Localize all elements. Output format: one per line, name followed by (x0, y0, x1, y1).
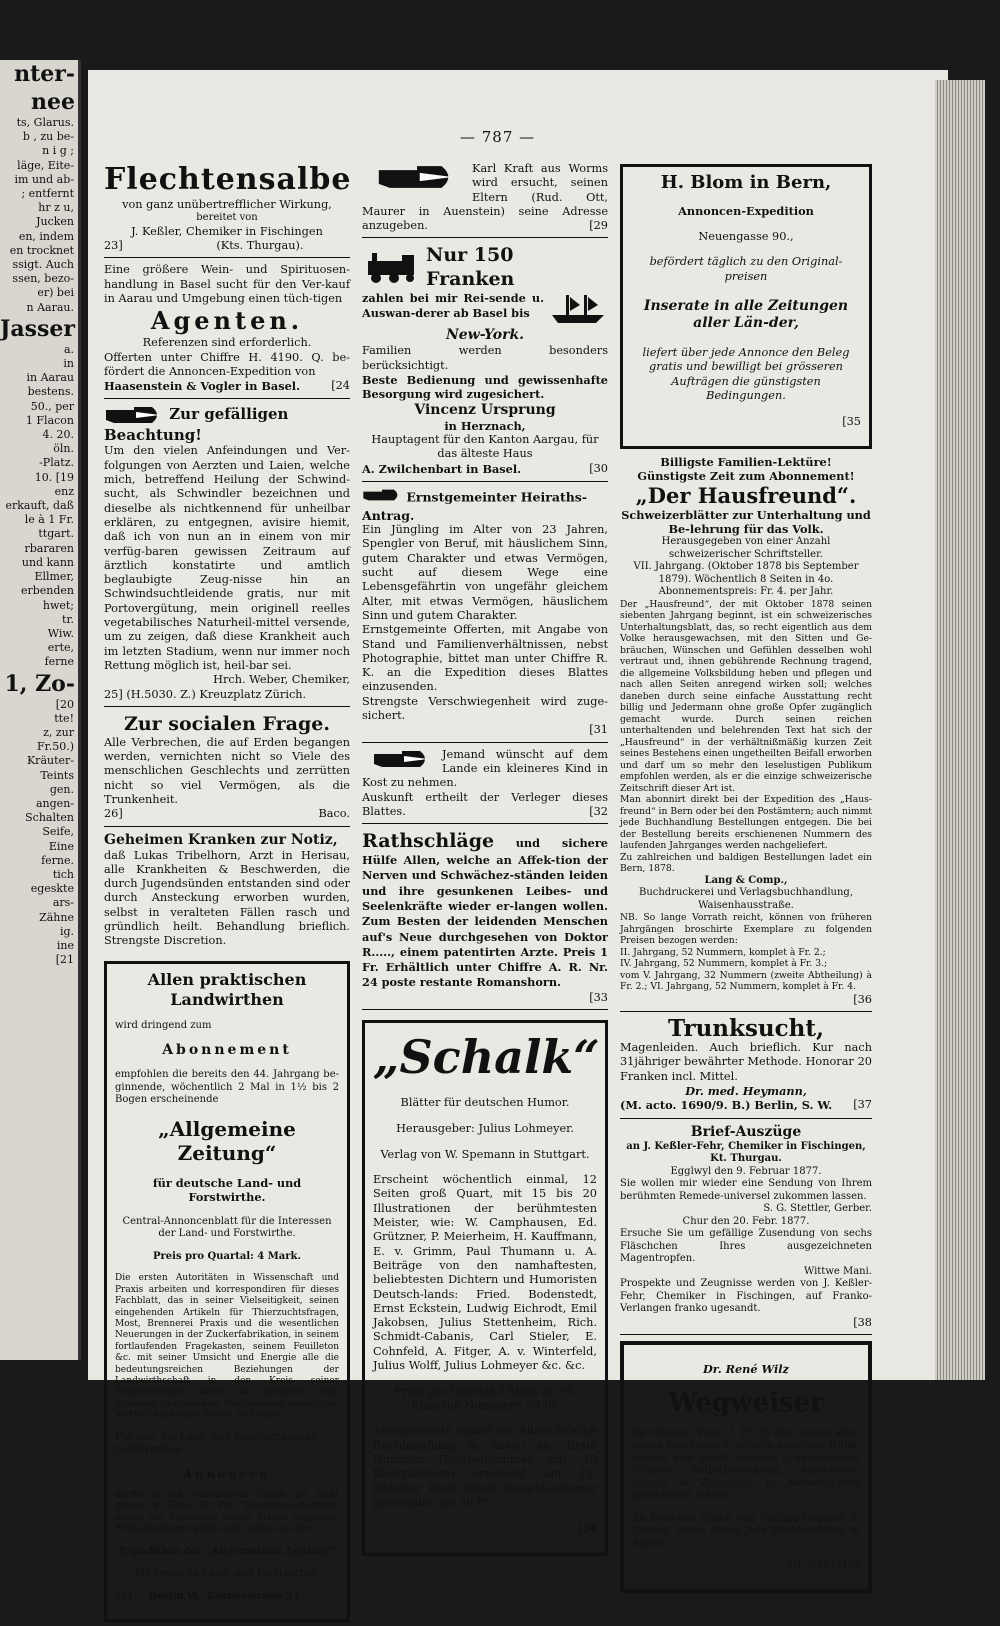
left-page-text: er) bei (37, 286, 74, 300)
ad-title: Allen praktischen Landwirthen (147, 969, 307, 1009)
left-page-text: ig. (59, 924, 74, 938)
ad-title: „Schalk“ (373, 1030, 600, 1085)
left-page-text: ssen, bezo- (12, 272, 74, 286)
left-page-text: ine (56, 938, 74, 952)
left-page-text: und kann (21, 555, 74, 569)
ad-text: Herausgegeben von einer Anzahl schweizerischer Schriftsteller. (661, 536, 831, 560)
ad-text: Zu beziehen durch das Verlags-Magazin in Leipzig, sowie durch jede Buchhandlung in Aarau. (632, 1512, 860, 1549)
ad-text: Strengste Verschwiegenheit wird zuge-sichert. (362, 694, 608, 723)
ad-text: Offerten unter Chiffre H. 4190. Q. be-fördert die Annoncen-Expedition von (104, 350, 350, 378)
left-page-text: ferne (44, 655, 74, 669)
ad-text: Verlag von W. Spemann in Stuttgart. (380, 1147, 590, 1161)
left-page-text: erbenden (20, 584, 74, 598)
ad-text: Schweizerblätter zur Unterhaltung und Be-lehrung für das Volk. (621, 507, 871, 537)
left-page-text: ferne. (41, 853, 74, 867)
ad-hausfreund (620, 453, 872, 1012)
ad-text: Um den vielen Anfeindungen und Ver-folgungen von Aerzten und Laien, welche mich, betreffend Heilung der Schwind-sucht, als Schwindler bezeichnen und dieselbe als nichtkennend für unheilbar erklären, zu entgegnen, avisire hiemit, daß ich von nun an in einem von mir verfüg-baren gewissen Zeitraum auf ärztlich konstatirte und amtlich beglaubigte Zeug-nisse hin an Schwindsuchtleidende gratis, nur mit Portovergütung, mein originell reelles vegetabilisches Naturheil-mittel versende, um zu zeigen, daß diese Krankheit auch im letzten Stadium, wenn nur immer noch Rettung möglich ist, heil-bar sei. (104, 444, 350, 672)
ad-text: empfohlen die bereits den 44. Jahrgang be-ginnende, wöchentlich 2 Mal in 1½ bis 2 Bogen erscheinende (115, 1069, 339, 1106)
ad-text: Jemand wünscht auf dem Lande ein kleineres Kind in Kost zu nehmen. (362, 747, 608, 790)
ad-text: Ein Jüngling im Alter von 23 Jahren, Spengler von Beruf, mit häuslichem Sinn, gutem Charakter und etwas Vermögen, sucht auf diesem Wege eine Lebensgefährtin von ungefähr gleichem Alter, mit etwas Vermögen, häuslichem Sinn und gutem Charakter. (362, 523, 608, 622)
left-page-text: Wiw. (47, 626, 74, 640)
ad-text: Buchdruckerei und Verlagsbuchhandlung, Waisenhausstraße. (638, 887, 854, 911)
ad-title: „Der Hausfreund“. (635, 482, 857, 508)
left-page-text: egeskte (30, 882, 74, 896)
ad-title: Agenten. (150, 306, 304, 336)
ad-text: Lang & Comp., (704, 874, 788, 886)
left-page-text: le à 1 Fr. (24, 513, 74, 527)
ad-number: [32 (589, 804, 608, 818)
left-page-text: 10. [19 (34, 470, 74, 484)
ad-text: Günstigste Zeit zum Abonnement! (637, 469, 855, 484)
left-page-text: enz (54, 484, 74, 498)
ad-title: Zur gefälligen Beachtung! (104, 405, 289, 445)
ad-title: Flechtensalbe (104, 162, 352, 197)
ad-number: [34 (578, 1521, 597, 1535)
ad-text: Preis pro Quartal 3 Mark 50 Pf. Einzelne Nummern 30 Pf. (394, 1384, 576, 1412)
ad-text: Man abonnirt direkt bei der Expedition des „Haus-freund“ in Bern oder bei den Postämtern; auch nimmt jede Buchhandlung Bestellungen entgegen. Die bei der Bestellung bereits erschienenen Nummern des laufenden Jahrganges werden nachgeliefert. (620, 794, 872, 852)
ad-text: für deutsche Land- und Forstwirthe, (134, 1568, 320, 1580)
ad-text: VII. Jahrgang. (Oktober 1878 bis September 1879). Wöchentlich 8 Seiten in 4o. (633, 561, 859, 585)
ad-address: Berlin W., Körnerstraße 24. (148, 1590, 304, 1602)
ad-text: Der „Hausfreund“, der mit Oktober 1878 seinen siebenten Jahrgang beginnt, ist ein schweizerisches Unterhaltungsblatt, das, so recht eigentlich aus dem Volke herausgewachsen, mit den Sitten und Ge-bräuchen, Wünschen und Gefühlen desselben wohl vertraut und, ihnen gebührende Rechnung tragend, die allgemeine Volksbildung heben und pflegen und nach allen Seiten anregend wirken soll; welches daneben durch seine einfache Ausstattung recht billig und Jedermann ohne große Opfer zugänglich gemacht wurde. Durch seinen reichen unterhaltenden und belehrenden Text hat sich der „Hausfreund“ in der verhältnißmäßig kurzen Zeit seines Bestehens einen ungetheilten Beifall erworben und darf um so mehr den leselustigen Publikum empfohlen werden, als er die einzige schweizerische Zeitschrift dieser Art ist. (620, 598, 872, 794)
ad-text: Ersuche Sie um gefällige Zusendung von sechs Fläschchen Ihres ausgezeichneten Magentropfen. (620, 1228, 872, 1265)
left-page-text: ; entfernt (21, 187, 74, 201)
ad-title: Ernstgemeinter Heiraths-Antrag. (362, 487, 608, 523)
ad-text: Alle Verbrechen, die auf Erden begangen werden, vernichten nicht so Viele des menschlichen Geschlechts und zerrütten nicht so viel Vermögen, als die Trunkenheit. (104, 735, 350, 806)
left-page-text: in (63, 357, 74, 371)
ad-text: zahlen bei mir Rei-sende u. Auswan-derer ab Basel bis (362, 291, 544, 320)
ad-signature: Wittwe Mani. (803, 1265, 872, 1277)
ship-icon (548, 291, 608, 327)
ad-title: Geheimen Kranken zur Notiz, (104, 831, 338, 848)
ad-text: dürfte es ein wirksameres Organ gar nicht geben. à Zeile 30 Pfg. Inserations-Aufträge nimmt die Expedition dieses Blattes entgegen. Probe-Nummern gratis und franko von der (115, 1489, 339, 1535)
left-page-text: 1 Flacon (25, 413, 74, 427)
ad-text: bereitet von (196, 212, 258, 224)
ad-rathschlaege (362, 827, 608, 1010)
ad-subtitle: Annoncen (183, 1466, 271, 1481)
ad-beachtung (104, 402, 350, 706)
ad-text: Beste Bedienung und gewissenhafte Besorgung wird zugesichert. (362, 373, 608, 402)
left-page-text: tte! (54, 711, 74, 725)
left-page-text: Fr.50.) (37, 740, 74, 754)
pointing-hand-icon (362, 487, 402, 509)
pointing-hand-icon (362, 162, 472, 192)
ad-text: für deutsche Land- und Forstwirthe. (152, 1175, 302, 1205)
ad-text: Prospekte und Zeugnisse werden von J. Keßler-Fehr, Chemiker in Fischingen, auf Franko-Verlangen franko ugesandt. (620, 1278, 872, 1315)
ad-title: Zur socialen Frage. (124, 712, 330, 735)
left-page-text: ttgart. (38, 527, 74, 541)
ad-text: daß Lukas Tribelhorn, Arzt in Herisau, alle Krankheiten & Beschwerden, die durch Jugendsünden entstanden sind oder durch Ansteckung erworben wurden, selbst in veralteten Fällen rasch und gründlich heilt. Behandlung brieflich. Strengste Discretion. (104, 848, 350, 948)
ad-geheimen-kranken (104, 830, 350, 953)
ad-text: Expedition der „Allgemeinen Zeitung“ (119, 1545, 335, 1557)
left-page-text: en, indem (18, 229, 74, 243)
ad-text: Abonnementspreis: Fr. 4. per Jahr. (658, 586, 834, 598)
left-page-text: z, zur (43, 725, 74, 739)
ad-number: [37 (853, 1098, 872, 1112)
ad-text: Billigste Familien-Lektüre! (660, 455, 832, 470)
ad-text: von ganz unübertrefflicher Wirkung, (122, 198, 332, 211)
left-page-text: hwet; (42, 598, 74, 612)
left-page-text: [21 (55, 953, 74, 967)
ad-text: Inserate in alle Zeitungen aller Län-der, (643, 298, 849, 332)
left-page-text: hr z u, (38, 201, 74, 215)
ad-signature: Hrch. Weber, Chemiker, (213, 673, 350, 687)
ad-text: Ernstgemeinte Offerten, mit Angabe von Stand und Familienverhältnissen, nebst Photographie, bittet man unter Chiffre R. K. an die Expedition dieses Blattes einzusenden. (362, 623, 608, 694)
left-page-text: im und ab- (14, 172, 74, 186)
train-icon (362, 249, 422, 285)
ad-wegweiser (620, 1341, 872, 1593)
ad-text: und sichere Hülfe Allen, welche an Affek-tion der Nerven und Schwächez-ständen leiden und ihre gesunkenen Leibes- und Seelenkräfte wieder er-langen wollen. Zum Besten der leidenden Menschen auf's Neue durchgesehen von Doktor R....., einem patentirten Arzte. Preis 1 Fr. Erhältlich unter Chiffre A. R. Nr. 24 poste restante Romanshorn. (362, 836, 608, 990)
ad-text: befördert täglich zu den Original-preisen (649, 255, 843, 283)
left-page-text: nee (31, 89, 75, 115)
ad-number: [36 (853, 992, 872, 1006)
ad-text: Referenzen sind erforderlich. (142, 336, 312, 350)
ad-number: 25] (H.5030. Z.) Kreuzplatz Zürich. (104, 687, 307, 701)
page-edge (935, 80, 985, 1380)
ad-text: Karl Kraft aus Worms wird ersucht, seinen Eltern (Rud. Ott, Maurer in Auenstein) seine Adresse anzugeben. (362, 162, 608, 233)
left-page-text: 50., per (30, 399, 74, 413)
ad-text: Abonnements nimmt die Albrecht'sche Buchhandlung in Aarau an. Erste Nummer (Doppelnummer mit 40 Illustrationen) erscheint am 13. Oktober. Preis dieser Doppel-nummer gleichfalls nur 30 Pf. (373, 1424, 597, 1509)
left-page-text: -Platz. (39, 456, 74, 470)
ad-title: Nur 150 Franken (426, 244, 515, 291)
pointing-hand-icon (362, 748, 442, 770)
pointing-hand-icon (104, 404, 164, 426)
left-page-text: Teints (40, 768, 74, 782)
ad-text: Dr. med. Heymann, (685, 1084, 807, 1099)
ad-text: wird dringend zum (115, 1019, 212, 1031)
ad-title: Brief-Auszüge (690, 1123, 802, 1140)
left-page-text: 1, Zo- (4, 670, 75, 697)
ad-text: Eine größere Wein- und Spirituosen-handlung in Basel sucht für den Ver-kauf in Aarau und Umgebung einen tüch-tigen (104, 263, 350, 305)
ad-text: Egglwyl den 9. Februar 1877. (670, 1165, 822, 1177)
ad-brief-auszuege (620, 1122, 872, 1335)
ad-text: vom V. Jahrgang, 32 Nummern (zweite Abtheilung) à Fr. 2.; VI. Jahrgang, 52 Nummern, komplet à Fr. 4. (620, 969, 872, 993)
ad-text: liefert über jede Annonce den Beleg gratis und bewilligt bei grösseren Aufträgen die günstigsten Bedingungen. (642, 346, 850, 402)
ad-agenten (104, 261, 350, 399)
ad-text: für Männer, Preis: 1 Fr. 35 Cts., bietet allen denen Belehrung u. sichere dauernde Hülfe, welche sich durch geheime Jugend-sünden (Onanie, Selbstbefleckung, Ausschweif-ungen) in Zeugungs- u. Nervensystem geschwächt fühlen. (632, 1427, 860, 1502)
left-page-text: en trocknet (9, 243, 74, 257)
left-page-text: rbararen (24, 541, 74, 555)
column-3 (620, 160, 872, 1597)
ad-number: [24 (331, 379, 350, 393)
ad-text: Preis pro Quartal: 4 Mark. (153, 1250, 301, 1262)
left-page-text: Zähne (39, 910, 74, 924)
ad-text: Familien werden besonders berücksichtigt. (362, 344, 608, 372)
left-page-text: Ellmer, (34, 570, 74, 584)
ad-kost (362, 746, 608, 824)
left-page-text: Schalten (25, 811, 74, 825)
ad-heirath (362, 485, 608, 743)
column-2 (362, 160, 608, 1560)
left-page-text: b , zu be- (22, 130, 74, 144)
left-page-text: [20 (55, 697, 74, 711)
ad-schalk (362, 1020, 608, 1556)
left-page-text: läge, Eite- (17, 158, 74, 172)
left-page-fragment (0, 60, 81, 1360)
left-page-text: bestens. (27, 385, 74, 399)
ad-number: [35 (842, 414, 861, 428)
left-page-text: in Aarau (26, 371, 74, 385)
ad-address: (M. acto. 1690/9. B.) Berlin, S. W. (620, 1098, 833, 1113)
ad-signature: S. G. Stettler, Gerber. (763, 1203, 872, 1215)
ad-kraft (362, 160, 608, 238)
ad-blom (620, 164, 872, 449)
left-page-text: 4. 20. (42, 428, 74, 442)
left-page-text: n i g ; (42, 144, 74, 158)
left-page-text: Jucken (36, 215, 74, 229)
left-page-text: erkauft, daß (5, 499, 74, 513)
left-page-text: n Aarau. (26, 300, 74, 314)
left-page-text: ssigt. Auch (12, 258, 74, 272)
ad-signature: A. Zwilchenbart in Basel. (362, 461, 522, 476)
ad-text: Für alle, die Land- und Forstwirthschaft berührenden (115, 1431, 319, 1456)
ad-text: Vincenz Ursprung (414, 401, 556, 418)
ad-text: Herausgeber: Julius Lohmeyer. (396, 1121, 574, 1135)
ad-text: Auskunft ertheilt der Verleger dieses Blattes. (362, 790, 608, 818)
ad-firm: Haasenstein & Vogler in Basel. (104, 379, 301, 394)
ad-text: an J. Keßler-Fehr, Chemiker in Fischingen, Kt. Thurgau. (626, 1140, 866, 1165)
left-page-text: Kräuter- (26, 754, 74, 768)
ad-number: [33 (589, 990, 608, 1004)
left-page-text: tr. (62, 612, 74, 626)
ad-number: [38 (853, 1315, 872, 1329)
ad-text: Erscheint wöchentlich einmal, 12 Seiten groß Quart, mit 15 bis 20 Illustrationen der berühmtesten Meister, wie: W. Camphausen, Ed. Grützner, P. Meierheim, H. Kauffmann, E. v. Grimm, Paul Thumann u. A. Beiträge von den namhaftesten, beliebtesten Dichtern und Humoristen Deutsch-lands: Fried. Bodenstedt, Ernst Eckstein, Ludwig Eichrodt, Emil Jakobsen, Julius Stettenheim, Rich. Schmidt-Cabanis, Carl Stieler, E. Cohnfeld, A. Fitger, A. v. Winterfeld, Julius Wolff, Julius Lohmeyer &c. &c. (373, 1173, 597, 1372)
ad-text: II. Jahrgang, 52 Nummern, komplet à Fr. 2.; (620, 946, 826, 958)
left-page-text: gen. (49, 782, 74, 796)
left-page-text: Jasser (0, 315, 76, 342)
column-1 (104, 160, 350, 1626)
ad-number: 23] (104, 239, 123, 253)
ad-title: Rathschläge (362, 830, 495, 853)
ad-text: New-York. (445, 327, 525, 344)
ad-text: Central-Annoncenblatt für die Interessen der Land- und Forstwirthe. (122, 1215, 332, 1240)
ad-text: Neuengasse 90., (698, 229, 794, 243)
ad-number: [29 (589, 219, 608, 233)
ad-title: Trunksucht, (668, 1015, 824, 1043)
left-page-text: nter- (14, 61, 75, 87)
left-page-text: a. (63, 342, 74, 356)
ad-text: Annoncen-Expedition (678, 204, 814, 219)
ad-text: Blätter für deutschen Humor. (400, 1096, 570, 1110)
ad-text: Sie wollen mir wieder eine Sendung von Ihrem berühmten Remede-universel zukommen lassen. (620, 1178, 872, 1202)
ad-signature: Baco. (318, 807, 350, 821)
ad-number: (H 30684) [39 (788, 1560, 860, 1572)
ad-number: 26] (104, 807, 123, 821)
ad-text: Zu zahlreichen und baldigen Bestellungen ladet ein Bern, 1878. (620, 851, 872, 875)
page-number: — 787 — (460, 128, 536, 146)
ad-new-york (362, 241, 608, 481)
ad-number: [30 (589, 461, 608, 475)
ad-sociale-frage (104, 710, 350, 827)
ad-text: IV. Jahrgang, 52 Nummern, komplet à Fr. 3.; (620, 958, 828, 970)
ad-text: in Herznach, (444, 418, 526, 433)
ad-text: J. Keßler, Chemiker in Fischingen (131, 224, 323, 238)
left-page-text: tich (52, 867, 74, 881)
ad-number: 28] (115, 1590, 132, 1602)
ad-text: Magenleiden. Auch brieflich. Kur nach 31jähriger bewährter Methode. Honorar 20 Franken incl. Mittel. (620, 1041, 872, 1083)
ad-text: Die ersten Autoritäten in Wissenschaft und Praxis arbeiten und korrespondiren für dieses Fachblatt, das in seiner Vielseitigkeit, seinen eingehenden Artikeln für Thierzuchtsfragen, Most, Brennerei Praxis und die wesentlichen Neuerungen in der Zuckerfabrikation, in seinem fortlaufenden Fragekasten, seinem Feuilleton &c. mit seiner Umsicht und Energie alle die bedeutungsreichen Beziehungen der Landwirthschaft in den Kreis seiner Besprechungen zieht, die geeignet sind, Interesse zu erwecken, Nachahmung anzuregen, Vortheil nach allen Seiten zu fördern. (115, 1273, 339, 1421)
ad-title: H. Blom in Bern, (660, 172, 832, 193)
left-page-text: erte, (47, 641, 74, 655)
ad-text: (Kts. Thurgau). (216, 239, 304, 253)
left-page-text: Eine (48, 839, 74, 853)
ad-landwirthe (104, 961, 350, 1622)
ad-text: Dr. René Wilz (703, 1362, 789, 1377)
ad-text: NB. So lange Vorrath reicht, können von früheren Jahrgängen broschirte Exemplare zu folgenden Preisen bezogen werden: (620, 912, 872, 947)
left-page-text: Seife, (42, 825, 74, 839)
left-page-text: angen- (36, 796, 74, 810)
ad-subtitle: „Allgemeine Zeitung“ (158, 1116, 296, 1165)
ad-text: Hauptagent für den Kanton Aargau, für das älteste Haus (371, 432, 599, 461)
ad-subtitle: Abonnement (162, 1042, 292, 1059)
ad-trunksucht (620, 1015, 872, 1118)
ad-flechtensalbe (104, 160, 350, 258)
left-page-text: öln. (53, 442, 74, 456)
left-page-text: ts, Glarus. (16, 116, 74, 129)
ad-text: Chur den 20. Febr. 1877. (682, 1215, 810, 1227)
ad-title: Wegweiser (668, 1387, 824, 1418)
ad-number: [31 (589, 723, 608, 737)
left-page-text: ars- (52, 896, 74, 910)
